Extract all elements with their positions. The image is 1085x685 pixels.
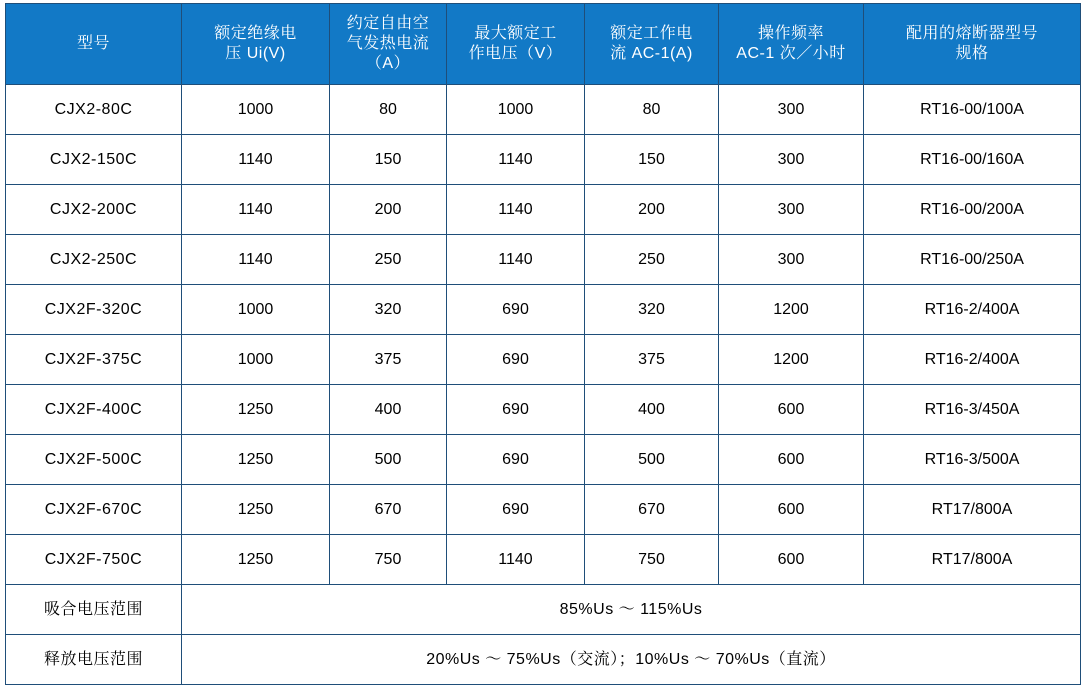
header-line: 作电压（V）: [468, 45, 563, 62]
cell-operating-current: 200: [585, 185, 719, 235]
cell-insulation-voltage: 1250: [182, 435, 330, 485]
header-line: 额定绝缘电: [214, 25, 297, 42]
cell-operating-current: 375: [585, 335, 719, 385]
cell-model: CJX2-80C: [6, 85, 182, 135]
cell-thermal-current: 250: [330, 235, 447, 285]
cell-model: CJX2F-670C: [6, 485, 182, 535]
header-cell-fuse-type: [864, 4, 1081, 85]
header-line: 型号: [76, 35, 110, 52]
cell-operating-frequency: 300: [719, 85, 864, 135]
cell-thermal-current: 670: [330, 485, 447, 535]
cell-model: CJX2F-400C: [6, 385, 182, 435]
cell-pickup-voltage-label: 吸合电压范围: [6, 585, 182, 635]
cell-operating-frequency: 1200: [719, 335, 864, 385]
header-cell-max-rated-operating-voltage: [447, 4, 585, 85]
cell-fuse-type: RT16-3/500A: [864, 435, 1081, 485]
cell-insulation-voltage: 1140: [182, 235, 330, 285]
table-row: [6, 335, 1081, 385]
table-body: [6, 85, 1081, 685]
table-row: [6, 435, 1081, 485]
cell-insulation-voltage: 1000: [182, 335, 330, 385]
spec-table-sheet: [0, 3, 1085, 668]
cell-fuse-type: RT16-3/450A: [864, 385, 1081, 435]
header-cell-model: [6, 4, 182, 85]
cell-insulation-voltage: 1140: [182, 135, 330, 185]
cell-operating-voltage: 690: [447, 285, 585, 335]
table-row: [6, 185, 1081, 235]
cell-model: CJX2-250C: [6, 235, 182, 285]
table-row: [6, 235, 1081, 285]
cell-operating-frequency: 1200: [719, 285, 864, 335]
header-line: 约定自由空: [346, 15, 430, 32]
cell-operating-voltage: 690: [447, 335, 585, 385]
cell-fuse-type: RT16-2/400A: [864, 335, 1081, 385]
cell-operating-current: 400: [585, 385, 719, 435]
specification-table: [5, 3, 1081, 685]
cell-operating-current: 80: [585, 85, 719, 135]
cell-insulation-voltage: 1250: [182, 485, 330, 535]
cell-operating-frequency: 300: [719, 135, 864, 185]
cell-operating-voltage: 1000: [447, 85, 585, 135]
cell-model: CJX2F-500C: [6, 435, 182, 485]
cell-model: CJX2F-375C: [6, 335, 182, 385]
cell-thermal-current: 375: [330, 335, 447, 385]
cell-operating-voltage: 1140: [447, 135, 585, 185]
table-header: [6, 4, 1081, 85]
cell-insulation-voltage: 1250: [182, 385, 330, 435]
header-line: 气发热电流: [346, 35, 430, 52]
cell-thermal-current: 320: [330, 285, 447, 335]
cell-model: CJX2F-320C: [6, 285, 182, 335]
header-line: 流 AC-1(A): [610, 45, 693, 62]
cell-thermal-current: 400: [330, 385, 447, 435]
table-row: [6, 85, 1081, 135]
header-cell-operating-frequency: [719, 4, 864, 85]
cell-fuse-type: RT16-2/400A: [864, 285, 1081, 335]
cell-operating-current: 150: [585, 135, 719, 185]
cell-operating-current: 750: [585, 535, 719, 585]
table-row: [6, 535, 1081, 585]
table-row-dropout-voltage-range: [6, 635, 1081, 685]
header-line: 规格: [955, 45, 989, 62]
cell-operating-frequency: 300: [719, 235, 864, 285]
cell-operating-frequency: 600: [719, 485, 864, 535]
cell-insulation-voltage: 1000: [182, 85, 330, 135]
cell-fuse-type: RT16-00/200A: [864, 185, 1081, 235]
cell-dropout-voltage-label: 释放电压范围: [6, 635, 182, 685]
cell-insulation-voltage: 1140: [182, 185, 330, 235]
header-line: 配用的熔断器型号: [905, 25, 1038, 42]
header-line: 最大额定工: [474, 25, 557, 42]
header-cell-conventional-free-air-thermal-current: [330, 4, 447, 85]
cell-operating-voltage: 1140: [447, 185, 585, 235]
table-row: [6, 385, 1081, 435]
cell-fuse-type: RT16-00/250A: [864, 235, 1081, 285]
cell-operating-current: 670: [585, 485, 719, 535]
header-cell-rated-operating-current: [585, 4, 719, 85]
cell-fuse-type: RT17/800A: [864, 485, 1081, 535]
cell-operating-current: 320: [585, 285, 719, 335]
table-row: [6, 135, 1081, 185]
table-row: [6, 285, 1081, 335]
cell-operating-voltage: 1140: [447, 535, 585, 585]
cell-operating-voltage: 690: [447, 485, 585, 535]
cell-thermal-current: 80: [330, 85, 447, 135]
table-row-pickup-voltage-range: [6, 585, 1081, 635]
cell-thermal-current: 750: [330, 535, 447, 585]
cell-operating-current: 250: [585, 235, 719, 285]
cell-fuse-type: RT16-00/160A: [864, 135, 1081, 185]
cell-thermal-current: 200: [330, 185, 447, 235]
cell-model: CJX2-150C: [6, 135, 182, 185]
cell-thermal-current: 150: [330, 135, 447, 185]
cell-insulation-voltage: 1000: [182, 285, 330, 335]
cell-insulation-voltage: 1250: [182, 535, 330, 585]
cell-dropout-voltage-value: 20%Us ～ 75%Us（交流）；10%Us ～ 70%Us（直流）: [182, 635, 1081, 685]
header-line: 压 Ui(V): [225, 45, 286, 62]
cell-model: CJX2F-750C: [6, 535, 182, 585]
cell-operating-frequency: 300: [719, 185, 864, 235]
cell-thermal-current: 500: [330, 435, 447, 485]
cell-operating-current: 500: [585, 435, 719, 485]
cell-operating-voltage: 690: [447, 435, 585, 485]
header-line: 操作频率: [757, 25, 824, 42]
cell-operating-frequency: 600: [719, 535, 864, 585]
header-line: 额定工作电: [610, 25, 693, 42]
cell-fuse-type: RT17/800A: [864, 535, 1081, 585]
cell-operating-voltage: 1140: [447, 235, 585, 285]
table-row: [6, 485, 1081, 535]
cell-pickup-voltage-value: 85%Us ～ 115%Us: [182, 585, 1081, 635]
header-line: （A）: [365, 55, 411, 72]
header-cell-rated-insulation-voltage: [182, 4, 330, 85]
cell-fuse-type: RT16-00/100A: [864, 85, 1081, 135]
cell-operating-frequency: 600: [719, 385, 864, 435]
header-line: AC-1 次／小时: [736, 45, 846, 62]
cell-operating-frequency: 600: [719, 435, 864, 485]
cell-model: CJX2-200C: [6, 185, 182, 235]
cell-operating-voltage: 690: [447, 385, 585, 435]
header-row: [6, 4, 1081, 85]
